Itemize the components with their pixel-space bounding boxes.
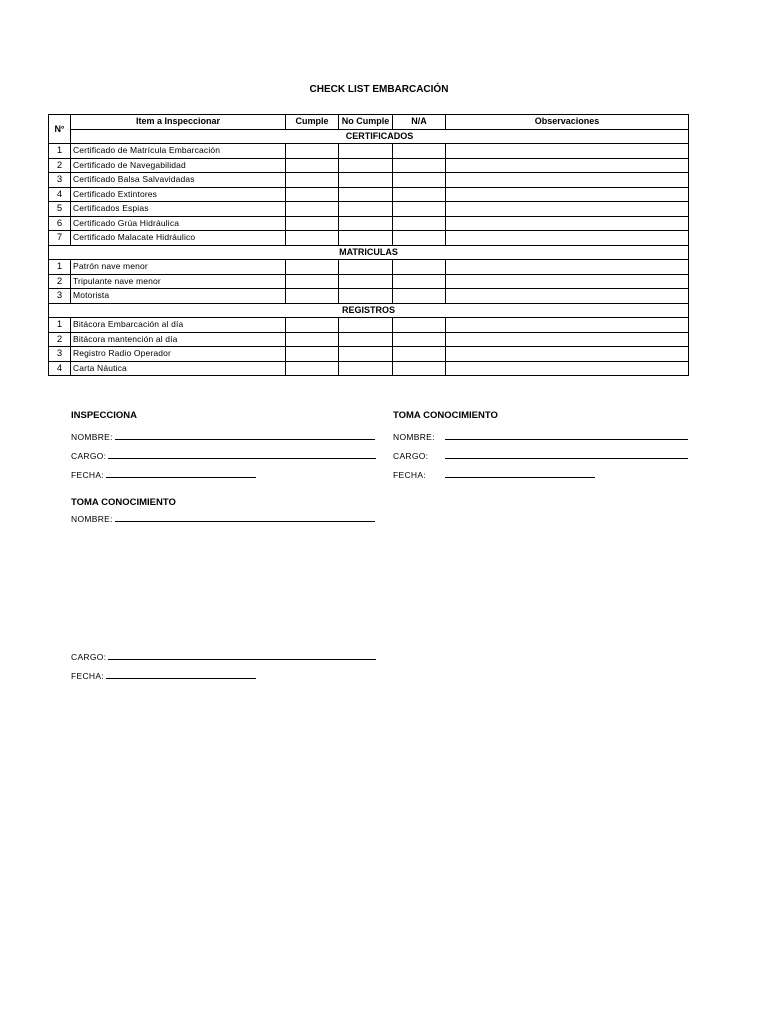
cumple-cell[interactable] — [286, 361, 339, 376]
row-number: 6 — [49, 216, 71, 231]
header-na: N/A — [393, 115, 446, 130]
row-number: 1 — [49, 144, 71, 159]
section-title: MATRICULAS — [49, 245, 689, 260]
row-number: 2 — [49, 332, 71, 347]
row-number: 2 — [49, 158, 71, 173]
row-number: 7 — [49, 231, 71, 246]
na-cell[interactable] — [393, 260, 446, 275]
row-item: Certificado Malacate Hidráulico — [71, 231, 286, 246]
no-cumple-cell[interactable] — [339, 289, 393, 304]
row-number: 5 — [49, 202, 71, 217]
table-header-row — [49, 115, 689, 130]
observaciones-cell[interactable] — [446, 347, 689, 362]
header-no-cumple: No Cumple — [339, 115, 393, 130]
cargo-line[interactable] — [108, 650, 376, 660]
na-cell[interactable] — [393, 173, 446, 188]
section-row — [49, 129, 689, 144]
checklist-table — [48, 114, 689, 376]
table-row — [49, 332, 689, 347]
observaciones-cell[interactable] — [446, 216, 689, 231]
cumple-cell[interactable] — [286, 231, 339, 246]
cumple-cell[interactable] — [286, 332, 339, 347]
row-item: Certificado de Matrícula Embarcación — [71, 144, 286, 159]
row-number: 4 — [49, 187, 71, 202]
nombre-label: NOMBRE: — [393, 432, 435, 442]
row-item: Certificado Extintores — [71, 187, 286, 202]
na-cell[interactable] — [393, 332, 446, 347]
observaciones-cell[interactable] — [446, 231, 689, 246]
fecha-label: FECHA: — [393, 470, 426, 480]
cumple-cell[interactable] — [286, 158, 339, 173]
cargo-label: CARGO: — [71, 451, 107, 461]
table-row — [49, 144, 689, 159]
cumple-cell[interactable] — [286, 318, 339, 333]
cargo-label: CARGO: — [71, 652, 107, 662]
nombre-line[interactable] — [115, 512, 375, 522]
cargo-line[interactable] — [108, 449, 376, 459]
observaciones-cell[interactable] — [446, 158, 689, 173]
na-cell[interactable] — [393, 318, 446, 333]
observaciones-cell[interactable] — [446, 289, 689, 304]
no-cumple-cell[interactable] — [339, 187, 393, 202]
table-row — [49, 289, 689, 304]
no-cumple-cell[interactable] — [339, 274, 393, 289]
signature-heading: TOMA CONOCIMIENTO — [71, 497, 176, 508]
no-cumple-cell[interactable] — [339, 231, 393, 246]
row-number: 3 — [49, 173, 71, 188]
nombre-line[interactable] — [445, 430, 688, 440]
section-title: REGISTROS — [49, 303, 689, 318]
na-cell[interactable] — [393, 187, 446, 202]
no-cumple-cell[interactable] — [339, 202, 393, 217]
row-number: 3 — [49, 347, 71, 362]
na-cell[interactable] — [393, 158, 446, 173]
table-row — [49, 158, 689, 173]
row-item: Certificados Espias — [71, 202, 286, 217]
observaciones-cell[interactable] — [446, 187, 689, 202]
table-row — [49, 260, 689, 275]
cumple-cell[interactable] — [286, 173, 339, 188]
cumple-cell[interactable] — [286, 260, 339, 275]
fecha-label: FECHA: — [71, 671, 104, 681]
row-item: Certificado de Navegabilidad — [71, 158, 286, 173]
observaciones-cell[interactable] — [446, 361, 689, 376]
row-number: 1 — [49, 318, 71, 333]
observaciones-cell[interactable] — [446, 173, 689, 188]
row-item: Certificado Grúa Hidráulica — [71, 216, 286, 231]
document-title: CHECK LIST EMBARCACIÓN — [309, 84, 449, 95]
row-item: Bitácora Embarcación al día — [71, 318, 286, 333]
table-row — [49, 173, 689, 188]
signature-heading: TOMA CONOCIMIENTO — [393, 410, 498, 421]
no-cumple-cell[interactable] — [339, 173, 393, 188]
no-cumple-cell[interactable] — [339, 347, 393, 362]
no-cumple-cell[interactable] — [339, 144, 393, 159]
observaciones-cell[interactable] — [446, 260, 689, 275]
no-cumple-cell[interactable] — [339, 318, 393, 333]
table-row — [49, 231, 689, 246]
observaciones-cell[interactable] — [446, 318, 689, 333]
signature-toma-conocimiento-bottom-footer — [71, 650, 376, 681]
cumple-cell[interactable] — [286, 144, 339, 159]
na-cell[interactable] — [393, 289, 446, 304]
row-item: Tripulante nave menor — [71, 274, 286, 289]
na-cell[interactable] — [393, 231, 446, 246]
observaciones-cell[interactable] — [446, 144, 689, 159]
cumple-cell[interactable] — [286, 347, 339, 362]
cargo-label: CARGO: — [393, 451, 429, 461]
section-row — [49, 303, 689, 318]
na-cell[interactable] — [393, 361, 446, 376]
header-observaciones: Observaciones — [446, 115, 689, 130]
no-cumple-cell[interactable] — [339, 260, 393, 275]
no-cumple-cell[interactable] — [339, 332, 393, 347]
observaciones-cell[interactable] — [446, 274, 689, 289]
header-num: N° — [49, 115, 71, 144]
row-number: 1 — [49, 260, 71, 275]
nombre-label: NOMBRE: — [71, 432, 113, 442]
row-number: 2 — [49, 274, 71, 289]
header-item: Item a Inspeccionar — [71, 115, 286, 130]
row-item: Carta Náutica — [71, 361, 286, 376]
row-item: Patrón nave menor — [71, 260, 286, 275]
nombre-label: NOMBRE: — [71, 514, 113, 524]
row-item: Registro Radio Operador — [71, 347, 286, 362]
table-row — [49, 318, 689, 333]
nombre-line[interactable] — [115, 430, 375, 440]
row-item: Motorista — [71, 289, 286, 304]
signature-inspecciona — [71, 410, 376, 480]
cumple-cell[interactable] — [286, 187, 339, 202]
row-item: Bitácora mantención al día — [71, 332, 286, 347]
signature-toma-conocimiento-bottom — [71, 497, 375, 524]
table-row — [49, 361, 689, 376]
na-cell[interactable] — [393, 347, 446, 362]
no-cumple-cell[interactable] — [339, 216, 393, 231]
no-cumple-cell[interactable] — [339, 361, 393, 376]
observaciones-cell[interactable] — [446, 202, 689, 217]
header-cumple: Cumple — [286, 115, 339, 130]
na-cell[interactable] — [393, 144, 446, 159]
section-row — [49, 245, 689, 260]
row-number: 3 — [49, 289, 71, 304]
cumple-cell[interactable] — [286, 289, 339, 304]
row-item: Certificado Balsa Salvavidadas — [71, 173, 286, 188]
table-row — [49, 202, 689, 217]
na-cell[interactable] — [393, 274, 446, 289]
fecha-label: FECHA: — [71, 470, 104, 480]
table-row — [49, 347, 689, 362]
table-row — [49, 216, 689, 231]
fecha-line[interactable] — [106, 669, 256, 679]
na-cell[interactable] — [393, 216, 446, 231]
signature-toma-conocimiento-right — [393, 410, 688, 480]
na-cell[interactable] — [393, 202, 446, 217]
signature-heading: INSPECCIONA — [71, 410, 137, 421]
fecha-line[interactable] — [445, 468, 595, 478]
checklist-body — [49, 144, 689, 376]
cumple-cell[interactable] — [286, 274, 339, 289]
cargo-line[interactable] — [445, 449, 688, 459]
table-row — [49, 274, 689, 289]
observaciones-cell[interactable] — [446, 332, 689, 347]
no-cumple-cell[interactable] — [339, 158, 393, 173]
table-row — [49, 187, 689, 202]
fecha-line[interactable] — [106, 468, 256, 478]
row-number: 4 — [49, 361, 71, 376]
cumple-cell[interactable] — [286, 202, 339, 217]
section-title: CERTIFICADOS — [71, 129, 689, 144]
cumple-cell[interactable] — [286, 216, 339, 231]
